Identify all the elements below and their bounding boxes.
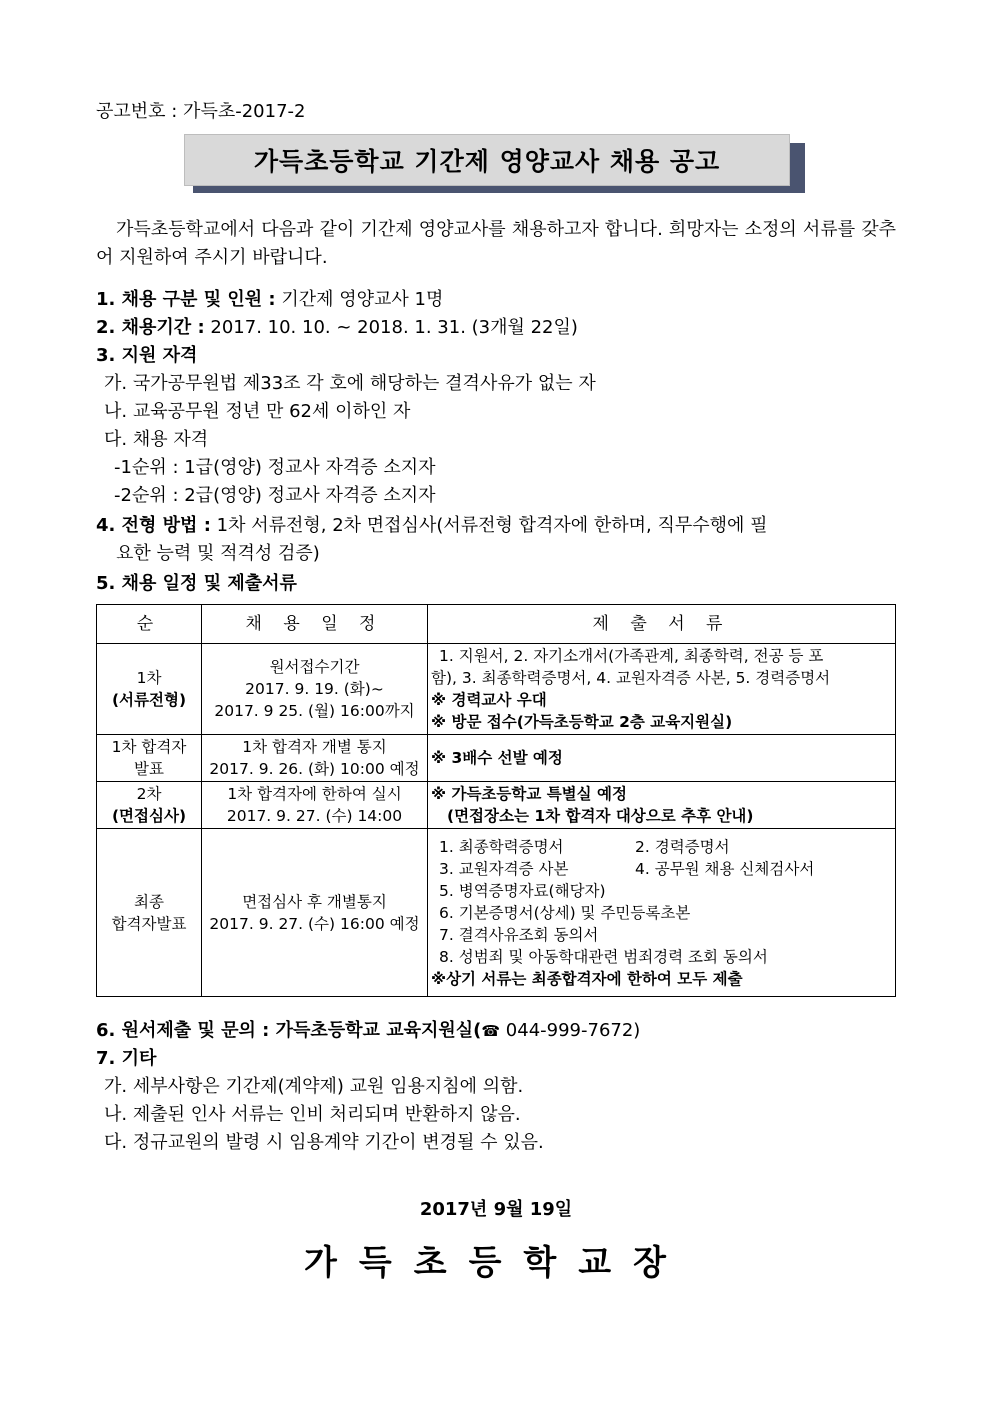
row-step: 2차 (면접심사) bbox=[97, 782, 202, 829]
section-4-value-continued: 요한 능력 및 적격성 검증) bbox=[116, 543, 320, 564]
section-5 bbox=[96, 570, 297, 598]
row-schedule: 원서접수기간 2017. 9. 19. (화)~ 2017. 9 25. (월) 16:00까지 bbox=[202, 644, 428, 735]
header-order: 순 bbox=[97, 605, 202, 644]
row-documents: ※ 3배수 선발 예정 bbox=[428, 735, 896, 782]
section-2-value: 2017. 10. 10. ~ 2018. 1. 31. (3개월 22일) bbox=[210, 317, 578, 338]
section-3 bbox=[96, 342, 197, 370]
row-documents: 1. 최종학력증명서 2. 경력증명서 3. 교원자격증 사본 4. 공무원 채용 신체검사서 5. 병역증명자료(해당자) 6. 기본증명서(상세) 및 주민등록초본 7. 결격사유조회 동의서 8. 성범죄 및 아동학대관련 범죄경력 조회 동의서 ※상기 서류는 최종합격자에 한하여 모두 제출 bbox=[428, 829, 896, 997]
section-3-item-b: 나. 교육공무원 정년 만 62세 이하인 자 bbox=[104, 401, 411, 422]
schedule-table bbox=[96, 604, 896, 997]
table-row bbox=[97, 782, 896, 829]
principal-signature: 가득초등학교장 bbox=[304, 1243, 688, 1283]
table-header-row bbox=[97, 605, 896, 644]
announcement-date: 2017년 9월 19일 bbox=[419, 1199, 573, 1220]
section-3-item-c: 다. 채용 자격 bbox=[104, 429, 209, 450]
section-1 bbox=[96, 286, 443, 314]
section-1-value: 기간제 영양교사 1명 bbox=[281, 289, 444, 310]
intro-paragraph: 가득초등학교에서 다음과 같이 기간제 영양교사를 채용하고자 합니다. 희망자는 소정의 서류를 갖추어 지원하여 주시기 바랍니다. bbox=[96, 219, 896, 268]
section-4 bbox=[96, 512, 896, 568]
section-6 bbox=[96, 1017, 640, 1045]
phone-number: 044-999-7672) bbox=[500, 1020, 641, 1041]
section-7-item-c: 다. 정규교원의 발령 시 임용계약 기간이 변경될 수 있음. bbox=[104, 1132, 544, 1153]
row-step: 1차 합격자 발표 bbox=[97, 735, 202, 782]
section-6-label: 6. 원서제출 및 문의 : 가득초등학교 교육지원실( bbox=[96, 1020, 482, 1041]
section-2-label: 2. 채용기간 : bbox=[96, 317, 205, 338]
section-4-value: 1차 서류전형, 2차 면접심사(서류전형 합격자에 한하며, 직무수행에 필 bbox=[216, 515, 768, 536]
row-documents: ※ 가득초등학교 특별실 예정 (면접장소는 1차 합격자 대상으로 추후 안내) bbox=[428, 782, 896, 829]
table-row bbox=[97, 644, 896, 735]
section-4-label: 4. 전형 방법 : bbox=[96, 515, 211, 536]
row-step: 최종 합격자발표 bbox=[97, 829, 202, 997]
header-documents: 제 출 서 류 bbox=[428, 605, 896, 644]
row-documents: 1. 지원서, 2. 자기소개서(가족관계, 최종학력, 전공 등 포 함), 3. 최종학력증명서, 4. 교원자격증 사본, 5. 경력증명서 ※ 경력교사 우대 ※ 방문 접수(가득초등학교 2층 교육지원실) bbox=[428, 644, 896, 735]
section-7 bbox=[96, 1045, 156, 1073]
section-1-label: 1. 채용 구분 및 인원 : bbox=[96, 289, 276, 310]
phone-icon: ☎ bbox=[481, 1022, 501, 1040]
section-3-rank-1: -1순위 : 1급(영양) 정교사 자격증 소지자 bbox=[114, 457, 436, 478]
section-7-item-a: 가. 세부사항은 기간제(계약제) 교원 임용지침에 의함. bbox=[104, 1076, 524, 1097]
table-row bbox=[97, 829, 896, 997]
page-title: 가득초등학교 기간제 영양교사 채용 공고 bbox=[184, 134, 790, 186]
section-3-label: 3. 지원 자격 bbox=[96, 345, 198, 366]
table-row bbox=[97, 735, 896, 782]
row-schedule: 면접심사 후 개별통지 2017. 9. 27. (수) 16:00 예정 bbox=[202, 829, 428, 997]
section-7-item-b: 나. 제출된 인사 서류는 인비 처리되며 반환하지 않음. bbox=[104, 1104, 521, 1125]
section-3-item-a: 가. 국가공무원법 제33조 각 호에 해당하는 결격사유가 없는 자 bbox=[104, 373, 596, 394]
section-2 bbox=[96, 314, 578, 342]
notice-number: 공고번호 : 가득초-2017-2 bbox=[96, 101, 306, 122]
row-schedule: 1차 합격자 개별 통지 2017. 9. 26. (화) 10:00 예정 bbox=[202, 735, 428, 782]
row-step: 1차 (서류전형) bbox=[97, 644, 202, 735]
section-7-label: 7. 기타 bbox=[96, 1048, 157, 1069]
section-5-label: 5. 채용 일정 및 제출서류 bbox=[96, 573, 297, 594]
row-schedule: 1차 합격자에 한하여 실시 2017. 9. 27. (수) 14:00 bbox=[202, 782, 428, 829]
header-schedule: 채 용 일 정 bbox=[202, 605, 428, 644]
section-3-rank-2: -2순위 : 2급(영양) 정교사 자격증 소지자 bbox=[114, 485, 436, 506]
